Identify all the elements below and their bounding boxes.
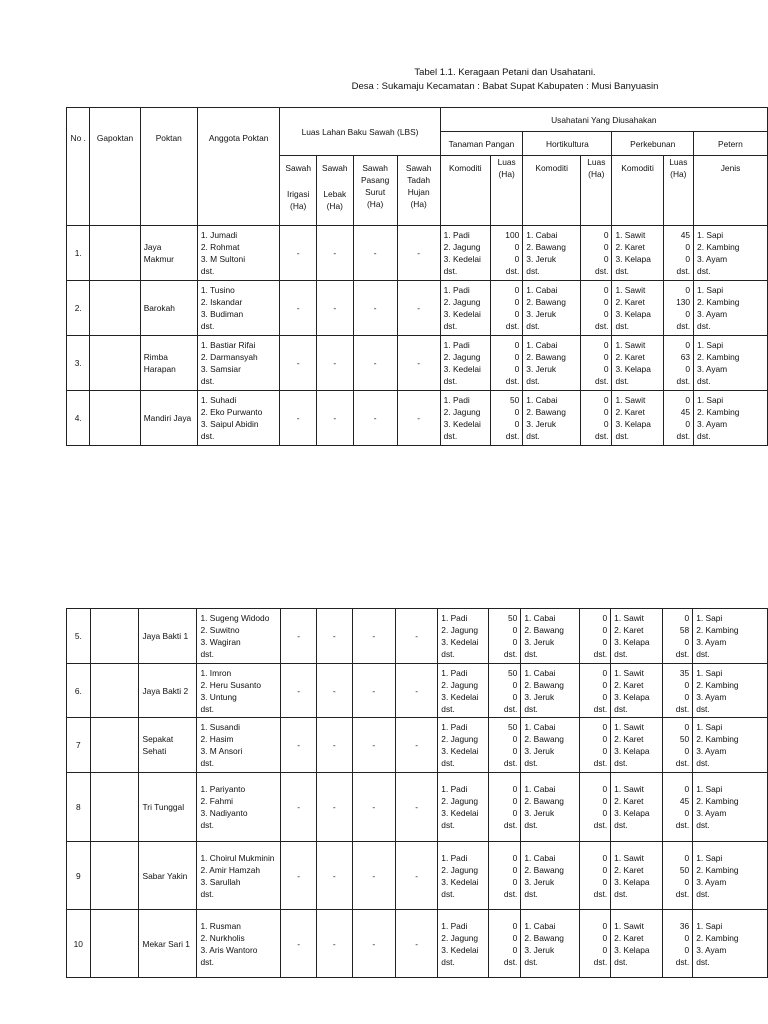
luas-perkebunan: 35 0 0 dst. xyxy=(662,664,692,718)
sawah-value: - xyxy=(395,609,437,664)
data-table-top xyxy=(66,107,768,446)
komoditi-tanaman-pangan: 1. Padi 2. Jagung 3. Kedelai dst. xyxy=(438,664,489,718)
jenis-peternakan: 1. Sapi 2. Kambing 3. Ayam dst. xyxy=(694,336,768,391)
komoditi-hortikultura: 1. Cabai 2. Bawang 3. Jeruk dst. xyxy=(521,718,579,773)
gapoktan-cell xyxy=(90,609,139,664)
sawah-value: - xyxy=(397,336,440,391)
gapoktan-cell xyxy=(90,910,139,978)
komoditi-perkebunan: 1. Sawit 2. Karet 3. Kelapa dst. xyxy=(612,336,663,391)
sawah-value: - xyxy=(395,664,437,718)
sawah-value: - xyxy=(316,842,352,910)
komoditi-tanaman-pangan: 1. Padi 2. Jagung 3. Kedelai dst. xyxy=(440,391,490,446)
anggota-list: 1. Rusman 2. Nurkholis 3. Aris Wantoro dst. xyxy=(197,910,281,978)
poktan-name: Mekar Sari 1 xyxy=(139,910,197,978)
sawah-value: - xyxy=(317,281,354,336)
header-hortikultura: Hortikultura xyxy=(523,132,612,156)
luas-hortikultura: 0 0 0 dst. xyxy=(579,842,610,910)
header-no: No . xyxy=(67,108,90,226)
row-number: 10 xyxy=(67,910,91,978)
anggota-list: 1. Pariyanto 2. Fahmi 3. Nadiyanto dst. xyxy=(197,773,281,842)
anggota-list: 1. Imron 2. Heru Susanto 3. Untung dst. xyxy=(197,664,281,718)
komoditi-tanaman-pangan: 1. Padi 2. Jagung 3. Kedelai dst. xyxy=(438,910,489,978)
luas-hortikultura: 0 0 0 dst. xyxy=(579,910,610,978)
sawah-value: - xyxy=(281,609,317,664)
jenis-peternakan: 1. Sapi 2. Kambing 3. Ayam dst. xyxy=(693,718,768,773)
sawah-value: - xyxy=(352,773,395,842)
table-row xyxy=(67,391,768,446)
poktan-name: Mandiri Jaya xyxy=(140,391,197,446)
komoditi-perkebunan: 1. Sawit 2. Karet 3. Kelapa dst. xyxy=(612,281,663,336)
sawah-value: - xyxy=(281,773,317,842)
jenis-peternakan: 1. Sapi 2. Kambing 3. Ayam dst. xyxy=(693,664,768,718)
header-luas-lahan-baku-sawah: Luas Lahan Baku Sawah (LBS) xyxy=(280,108,440,156)
data-table-bottom xyxy=(66,608,768,978)
table-row xyxy=(67,281,768,336)
table-row xyxy=(67,664,768,718)
poktan-name: Barokah xyxy=(140,281,197,336)
sawah-value: - xyxy=(352,910,395,978)
luas-tanaman-pangan: 50 0 0 dst. xyxy=(488,718,520,773)
sawah-value: - xyxy=(281,718,317,773)
sawah-value: - xyxy=(395,718,437,773)
luas-tanaman-pangan: 0 0 0 dst. xyxy=(488,910,520,978)
row-number: 1. xyxy=(67,226,90,281)
gapoktan-cell xyxy=(90,842,139,910)
header-poktan: Poktan xyxy=(140,108,197,226)
header-usahatani: Usahatani Yang Diusahakan xyxy=(440,108,767,132)
table-row xyxy=(67,842,768,910)
header-anggota-poktan: Anggota Poktan xyxy=(197,108,280,226)
header-peternakan: Petern xyxy=(694,132,768,156)
komoditi-perkebunan: 1. Sawit 2. Karet 3. Kelapa dst. xyxy=(611,609,663,664)
gapoktan-cell xyxy=(90,718,139,773)
poktan-name: Tri Tunggal xyxy=(139,773,197,842)
row-number: 2. xyxy=(67,281,90,336)
luas-perkebunan: 36 0 0 dst. xyxy=(662,910,692,978)
poktan-name: Jaya Bakti 1 xyxy=(139,609,197,664)
sawah-value: - xyxy=(317,336,354,391)
header-sawah-tadah-hujan: Sawah Tadah Hujan (Ha) xyxy=(397,156,440,226)
anggota-list: 1. Choirul Mukminin 2. Amir Hamzah 3. Sarullah dst. xyxy=(197,842,281,910)
gapoktan-cell xyxy=(90,336,140,391)
table-row xyxy=(67,336,768,391)
luas-hortikultura: 0 0 0 dst. xyxy=(579,664,610,718)
table-row xyxy=(67,718,768,773)
header-sawah-lebak: Sawah Lebak (Ha) xyxy=(317,156,354,226)
jenis-peternakan: 1. Sapi 2. Kambing 3. Ayam dst. xyxy=(694,226,768,281)
anggota-list: 1. Bastiar Rifai 2. Darmansyah 3. Samsiar dst. xyxy=(197,336,280,391)
poktan-name: Sabar Yakin xyxy=(139,842,197,910)
luas-hortikultura: 0 0 0 dst. xyxy=(579,718,610,773)
row-number: 7 xyxy=(67,718,91,773)
row-number: 3. xyxy=(67,336,90,391)
row-number: 8 xyxy=(67,773,91,842)
luas-hortikultura: 0 0 0 dst. xyxy=(579,609,610,664)
row-number: 9 xyxy=(67,842,91,910)
table-row xyxy=(67,609,768,664)
header-perkebunan: Perkebunan xyxy=(612,132,694,156)
luas-hortikultura: 0 0 0 dst. xyxy=(581,391,612,446)
anggota-list: 1. Jumadi 2. Rohmat 3. M Sultoni dst. xyxy=(197,226,280,281)
sawah-value: - xyxy=(352,718,395,773)
luas-perkebunan: 0 50 0 dst. xyxy=(662,842,692,910)
komoditi-hortikultura: 1. Cabai 2. Bawang 3. Jeruk dst. xyxy=(521,842,579,910)
sawah-value: - xyxy=(395,773,437,842)
sawah-value: - xyxy=(317,391,354,446)
luas-tanaman-pangan: 50 0 0 dst. xyxy=(488,609,520,664)
komoditi-perkebunan: 1. Sawit 2. Karet 3. Kelapa dst. xyxy=(611,842,663,910)
sawah-value: - xyxy=(316,664,352,718)
luas-hortikultura: 0 0 0 dst. xyxy=(579,773,610,842)
komoditi-hortikultura: 1. Cabai 2. Bawang 3. Jeruk dst. xyxy=(523,281,581,336)
anggota-list: 1. Suhadi 2. Eko Purwanto 3. Saipul Abidin dst. xyxy=(197,391,280,446)
luas-hortikultura: 0 0 0 dst. xyxy=(581,226,612,281)
anggota-list: 1. Sugeng Widodo 2. Suwitno 3. Wagiran dst. xyxy=(197,609,281,664)
anggota-list: 1. Susandi 2. Hasim 3. M Ansori dst. xyxy=(197,718,281,773)
jenis-peternakan: 1. Sapi 2. Kambing 3. Ayam dst. xyxy=(694,281,768,336)
komoditi-hortikultura: 1. Cabai 2. Bawang 3. Jeruk dst. xyxy=(521,664,579,718)
header-tanaman-pangan: Tanaman Pangan xyxy=(440,132,523,156)
sawah-value: - xyxy=(397,281,440,336)
sawah-value: - xyxy=(353,391,397,446)
header-luas-p: Luas (Ha) xyxy=(663,156,693,226)
komoditi-perkebunan: 1. Sawit 2. Karet 3. Kelapa dst. xyxy=(611,910,663,978)
luas-perkebunan: 0 50 0 dst. xyxy=(662,718,692,773)
sawah-value: - xyxy=(352,609,395,664)
table-row xyxy=(67,910,768,978)
sawah-value: - xyxy=(281,842,317,910)
luas-perkebunan: 0 130 0 dst. xyxy=(663,281,693,336)
luas-tanaman-pangan: 0 0 0 dst. xyxy=(491,281,523,336)
komoditi-perkebunan: 1. Sawit 2. Karet 3. Kelapa dst. xyxy=(611,773,663,842)
sawah-value: - xyxy=(395,842,437,910)
komoditi-perkebunan: 1. Sawit 2. Karet 3. Kelapa dst. xyxy=(612,226,663,281)
poktan-name: Rimba Harapan xyxy=(140,336,197,391)
luas-hortikultura: 0 0 0 dst. xyxy=(581,336,612,391)
poktan-name: Sepakat Sehati xyxy=(139,718,197,773)
sawah-value: - xyxy=(352,842,395,910)
komoditi-hortikultura: 1. Cabai 2. Bawang 3. Jeruk dst. xyxy=(523,391,581,446)
luas-tanaman-pangan: 100 0 0 dst. xyxy=(491,226,523,281)
komoditi-hortikultura: 1. Cabai 2. Bawang 3. Jeruk dst. xyxy=(521,773,579,842)
sawah-value: - xyxy=(395,910,437,978)
komoditi-perkebunan: 1. Sawit 2. Karet 3. Kelapa dst. xyxy=(612,391,663,446)
luas-tanaman-pangan: 0 0 0 dst. xyxy=(491,336,523,391)
komoditi-tanaman-pangan: 1. Padi 2. Jagung 3. Kedelai dst. xyxy=(438,842,489,910)
sawah-value: - xyxy=(397,226,440,281)
table-row xyxy=(67,773,768,842)
sawah-value: - xyxy=(397,391,440,446)
komoditi-tanaman-pangan: 1. Padi 2. Jagung 3. Kedelai dst. xyxy=(440,281,490,336)
sawah-value: - xyxy=(316,910,352,978)
sawah-value: - xyxy=(280,391,317,446)
gapoktan-cell xyxy=(90,773,139,842)
sawah-value: - xyxy=(280,336,317,391)
jenis-peternakan: 1. Sapi 2. Kambing 3. Ayam dst. xyxy=(693,842,768,910)
header-gapoktan: Gapoktan xyxy=(90,108,140,226)
gapoktan-cell xyxy=(90,391,140,446)
sawah-value: - xyxy=(316,609,352,664)
anggota-list: 1. Tusino 2. Iskandar 3. Budiman dst. xyxy=(197,281,280,336)
sawah-value: - xyxy=(353,336,397,391)
gapoktan-cell xyxy=(90,281,140,336)
sawah-value: - xyxy=(316,718,352,773)
sawah-value: - xyxy=(316,773,352,842)
luas-tanaman-pangan: 50 0 0 dst. xyxy=(488,664,520,718)
komoditi-perkebunan: 1. Sawit 2. Karet 3. Kelapa dst. xyxy=(611,718,663,773)
komoditi-tanaman-pangan: 1. Padi 2. Jagung 3. Kedelai dst. xyxy=(440,336,490,391)
komoditi-tanaman-pangan: 1. Padi 2. Jagung 3. Kedelai dst. xyxy=(440,226,490,281)
gapoktan-cell xyxy=(90,226,140,281)
gapoktan-cell xyxy=(90,664,139,718)
luas-hortikultura: 0 0 0 dst. xyxy=(581,281,612,336)
luas-perkebunan: 0 63 0 dst. xyxy=(663,336,693,391)
poktan-name: Jaya Bakti 2 xyxy=(139,664,197,718)
table-title: Tabel 1.1. Keragaan Petani dan Usahatani. xyxy=(414,67,596,78)
komoditi-tanaman-pangan: 1. Padi 2. Jagung 3. Kedelai dst. xyxy=(438,718,489,773)
header-komoditi-p: Komoditi xyxy=(612,156,663,226)
komoditi-hortikultura: 1. Cabai 2. Bawang 3. Jeruk dst. xyxy=(521,609,579,664)
luas-perkebunan: 45 0 0 dst. xyxy=(663,226,693,281)
komoditi-tanaman-pangan: 1. Padi 2. Jagung 3. Kedelai dst. xyxy=(438,609,489,664)
sawah-value: - xyxy=(317,226,354,281)
row-number: 4. xyxy=(67,391,90,446)
sawah-value: - xyxy=(280,226,317,281)
header-sawah-pasang-surut: Sawah Pasang Surut (Ha) xyxy=(353,156,397,226)
jenis-peternakan: 1. Sapi 2. Kambing 3. Ayam dst. xyxy=(693,910,768,978)
sawah-value: - xyxy=(281,910,317,978)
poktan-name: Jaya Makmur xyxy=(140,226,197,281)
row-number: 5. xyxy=(67,609,91,664)
header-luas-h: Luas (Ha) xyxy=(581,156,612,226)
header-komoditi-h: Komoditi xyxy=(523,156,581,226)
sawah-value: - xyxy=(352,664,395,718)
jenis-peternakan: 1. Sapi 2. Kambing 3. Ayam dst. xyxy=(693,773,768,842)
header-luas-tp: Luas (Ha) xyxy=(491,156,523,226)
luas-tanaman-pangan: 0 0 0 dst. xyxy=(488,773,520,842)
luas-tanaman-pangan: 0 0 0 dst. xyxy=(488,842,520,910)
sawah-value: - xyxy=(353,226,397,281)
komoditi-hortikultura: 1. Cabai 2. Bawang 3. Jeruk dst. xyxy=(521,910,579,978)
luas-perkebunan: 0 58 0 dst. xyxy=(662,609,692,664)
luas-perkebunan: 0 45 0 dst. xyxy=(662,773,692,842)
header-sawah-irigasi: Sawah Irigasi (Ha) xyxy=(280,156,317,226)
sawah-value: - xyxy=(280,281,317,336)
header-jenis: Jenis xyxy=(694,156,768,226)
luas-perkebunan: 0 45 0 dst. xyxy=(663,391,693,446)
sawah-value: - xyxy=(353,281,397,336)
sawah-value: - xyxy=(281,664,317,718)
table-row xyxy=(67,226,768,281)
komoditi-hortikultura: 1. Cabai 2. Bawang 3. Jeruk dst. xyxy=(523,336,581,391)
komoditi-hortikultura: 1. Cabai 2. Bawang 3. Jeruk dst. xyxy=(523,226,581,281)
jenis-peternakan: 1. Sapi 2. Kambing 3. Ayam dst. xyxy=(694,391,768,446)
jenis-peternakan: 1. Sapi 2. Kambing 3. Ayam dst. xyxy=(693,609,768,664)
row-number: 6. xyxy=(67,664,91,718)
komoditi-perkebunan: 1. Sawit 2. Karet 3. Kelapa dst. xyxy=(611,664,663,718)
luas-tanaman-pangan: 50 0 0 dst. xyxy=(491,391,523,446)
table-subtitle: Desa : Sukamaju Kecamatan : Babat Supat Kabupaten : Musi Banyuasin xyxy=(351,81,659,92)
komoditi-tanaman-pangan: 1. Padi 2. Jagung 3. Kedelai dst. xyxy=(438,773,489,842)
header-komoditi-tp: Komoditi xyxy=(440,156,490,226)
